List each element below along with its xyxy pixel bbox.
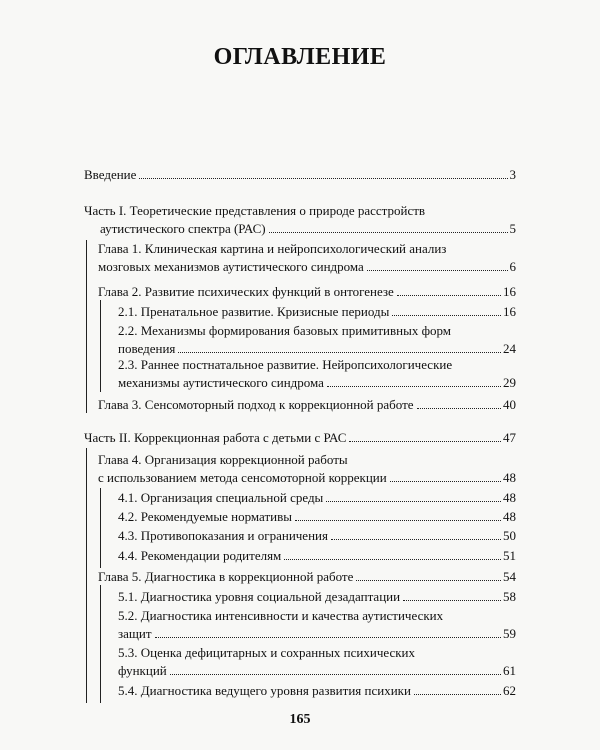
toc-entry-section-2-1[interactable] xyxy=(118,303,516,321)
toc-entry-title: 4.3. Противопоказания и ограничения xyxy=(118,528,328,543)
toc-entry-page: 61 xyxy=(503,662,516,678)
toc-entry-chapter-2[interactable] xyxy=(98,283,516,301)
leader-dots xyxy=(392,315,501,316)
page-title: ОГЛАВЛЕНИЕ xyxy=(213,44,387,70)
toc-entry-section-5-4[interactable] xyxy=(118,682,516,700)
part-1-bracket xyxy=(86,240,87,413)
toc-entry-introduction[interactable] xyxy=(84,166,516,184)
toc-entry-page: 54 xyxy=(503,569,516,584)
chapter-4-bracket xyxy=(100,488,101,568)
toc-entry-page: 16 xyxy=(503,304,516,319)
toc-entry-page: 48 xyxy=(503,490,516,505)
leader-dots xyxy=(326,501,501,502)
toc-entry-section-5-2[interactable] xyxy=(118,607,516,642)
toc-entry-title-line1: 2.2. Механизмы формирования базовых примитивных форм xyxy=(118,323,452,338)
toc-entry-chapter-3[interactable] xyxy=(98,396,516,414)
toc-entry-title: 2.1. Пренатальное развитие. Кризисные периоды xyxy=(118,304,390,319)
toc-entry-page: 24 xyxy=(503,340,516,356)
toc-entry-title: с использованием метода сенсомоторной коррекции xyxy=(98,469,387,485)
toc-entry-title: 4.1. Организация специальной среды xyxy=(118,490,324,505)
leader-dots xyxy=(295,520,501,521)
leader-dots xyxy=(417,408,501,409)
toc-entry-section-2-3[interactable] xyxy=(118,356,516,391)
toc-entry-chapter-1[interactable] xyxy=(98,240,516,275)
toc-entry-page: 47 xyxy=(503,430,516,445)
leader-dots xyxy=(349,441,501,442)
toc-entry-chapter-4[interactable] xyxy=(98,451,516,486)
leader-dots xyxy=(331,539,501,540)
toc-entry-part-2[interactable] xyxy=(84,429,516,447)
toc-entry-section-4-4[interactable] xyxy=(118,547,516,565)
toc-entry-page: 16 xyxy=(503,284,516,299)
toc-entry-title-line1: Часть I. Теоретические представления о природе расстройств xyxy=(84,203,426,218)
toc-entry-title: 4.2. Рекомендуемые нормативы xyxy=(118,509,292,524)
leader-dots xyxy=(390,481,501,482)
toc-entry-section-4-3[interactable] xyxy=(118,527,516,545)
toc-entry-title-line1: 5.2. Диагностика интенсивности и качества аутистических xyxy=(118,608,444,623)
toc-entry-page: 51 xyxy=(503,548,516,563)
toc-entry-page: 58 xyxy=(503,589,516,604)
leader-dots xyxy=(178,352,501,353)
part-2-bracket xyxy=(86,448,87,703)
toc-entry-page: 40 xyxy=(503,397,516,412)
toc-entry-title: 5.1. Диагностика уровня социальной дезадаптации xyxy=(118,589,401,604)
leader-dots xyxy=(367,270,508,271)
toc-entry-section-4-1[interactable] xyxy=(118,489,516,507)
toc-entry-page: 50 xyxy=(503,528,516,543)
toc-entry-title: Глава 5. Диагностика в коррекционной работе xyxy=(98,569,354,584)
toc-entry-title: аутистического спектра (РАС) xyxy=(100,220,266,236)
toc-entry-title: 5.4. Диагностика ведущего уровня развития психики xyxy=(118,683,411,698)
chapter-2-bracket xyxy=(100,300,101,392)
toc-entry-section-4-2[interactable] xyxy=(118,508,516,526)
leader-dots xyxy=(414,694,501,695)
leader-dots xyxy=(139,178,507,179)
toc-entry-title: 4.4. Рекомендации родителям xyxy=(118,548,282,563)
toc-entry-section-2-2[interactable] xyxy=(118,322,516,357)
toc-entry-page: 48 xyxy=(503,509,516,524)
toc-entry-section-5-1[interactable] xyxy=(118,588,516,606)
toc-entry-page: 3 xyxy=(509,167,516,182)
toc-entry-page: 59 xyxy=(503,625,516,641)
toc-entry-section-5-3[interactable] xyxy=(118,644,516,679)
toc-entry-page: 48 xyxy=(503,469,516,485)
toc-entry-page: 62 xyxy=(503,683,516,698)
leader-dots xyxy=(170,674,501,675)
toc-entry-title: функций xyxy=(118,662,167,678)
toc-entry-page: 29 xyxy=(503,374,516,390)
leader-dots xyxy=(356,580,501,581)
toc-entry-page: 5 xyxy=(509,220,516,236)
toc-entry-title-line1: Глава 1. Клиническая картина и нейропсихологический анализ xyxy=(98,241,447,256)
chapter-5-bracket xyxy=(100,585,101,703)
toc-entry-chapter-5[interactable] xyxy=(98,568,516,586)
leader-dots xyxy=(284,559,501,560)
toc-entry-title-line1: 5.3. Оценка дефицитарных и сохранных психических xyxy=(118,645,415,660)
toc-entry-page: 6 xyxy=(509,258,516,274)
toc-entry-title: поведения xyxy=(118,340,176,356)
toc-entry-title: Глава 2. Развитие психических функций в онтогенезе xyxy=(98,284,394,299)
toc-entry-title: защит xyxy=(118,625,152,641)
page-number: 165 xyxy=(289,712,311,727)
leader-dots xyxy=(327,386,501,387)
toc-entry-title: Введение xyxy=(84,167,137,182)
leader-dots xyxy=(397,295,501,296)
toc-entry-part-1[interactable] xyxy=(84,202,516,237)
toc-entry-title: мозговых механизмов аутистического синдрома xyxy=(98,258,364,274)
toc-entry-title: Глава 3. Сенсомоторный подход к коррекционной работе xyxy=(98,397,414,412)
leader-dots xyxy=(403,600,501,601)
toc-entry-title-line1: 2.3. Раннее постнатальное развитие. Нейропсихологические xyxy=(118,357,453,372)
leader-dots xyxy=(269,232,508,233)
leader-dots xyxy=(155,637,501,638)
toc-entry-title: механизмы аутистического синдрома xyxy=(118,374,324,390)
toc-entry-title: Часть II. Коррекционная работа с детьми с РАС xyxy=(84,430,347,445)
toc-entry-title-line1: Глава 4. Организация коррекционной работы xyxy=(98,452,348,467)
